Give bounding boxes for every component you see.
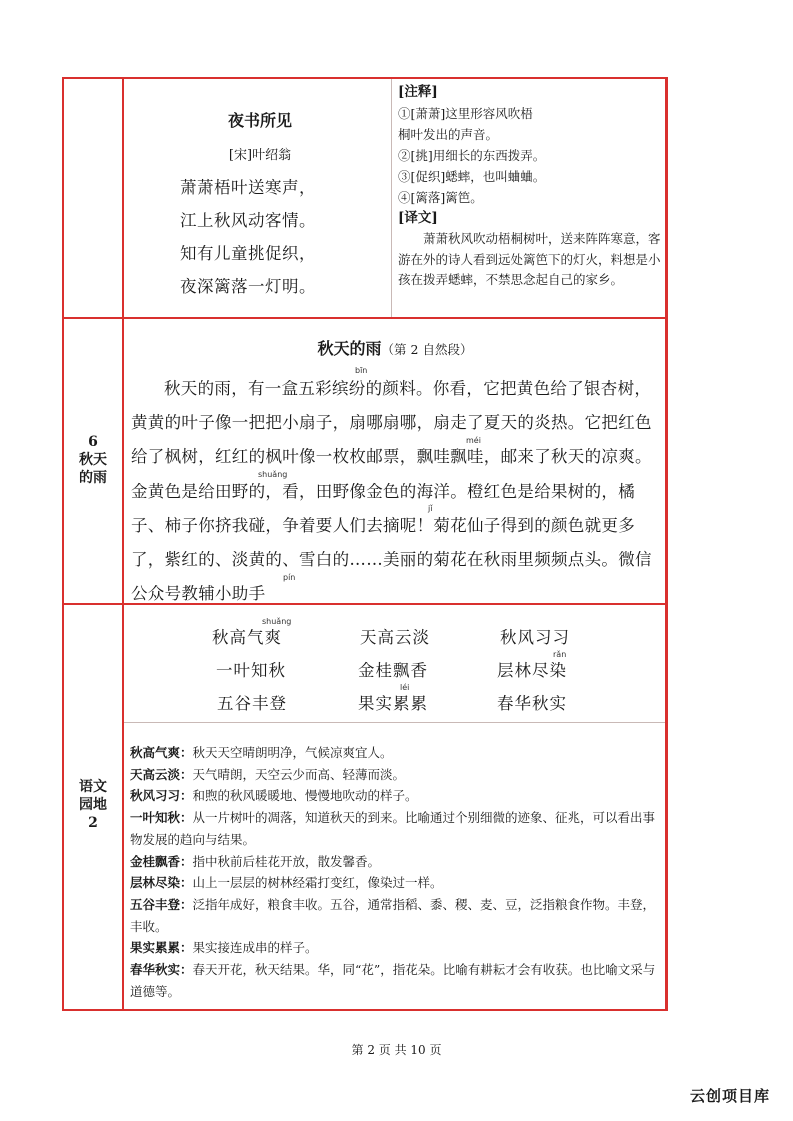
poem-notes-divider <box>391 79 392 317</box>
poem-title: 夜书所见 <box>227 111 292 130</box>
note-item: ③[促织]蟋蟀，也叫蛐蛐。 <box>398 169 546 184</box>
explanation-item <box>130 851 662 873</box>
idiom-explanations <box>130 742 662 1002</box>
poem-line: 夜深篱落一灯明。 <box>180 277 316 296</box>
explanation-term: 天高云淡： <box>130 766 193 782</box>
note-item: ④[篱落]篱笆。 <box>398 190 483 205</box>
explanation-item <box>130 937 662 959</box>
idiom: 五谷丰登 <box>217 694 287 713</box>
page-footer: 第 2 页 共 10 页 <box>351 1043 442 1057</box>
idiom-divider <box>124 722 665 723</box>
lesson6-label <box>64 433 122 487</box>
idiom: 层林尽染 <box>497 661 567 680</box>
explanation-item <box>130 807 662 850</box>
pinyin-annotation: bīn <box>355 366 368 375</box>
explanation-term: 金桂飘香： <box>130 853 193 869</box>
translation-text: 萧萧秋风吹动梧桐树叶，送来阵阵寒意，客游在外的诗人看到远处篱笆下的灯火，料想是小孩在拨弄蟋蟀，不禁思念起自己的家乡。 <box>398 231 661 287</box>
poem-line: 知有儿童挑促织， <box>180 244 316 263</box>
lesson6-subtitle: （第 2 自然段） <box>381 342 473 357</box>
explanation-text: 从一片树叶的凋落，知道秋天的到来。比喻通过个别细微的迹象、征兆，可以看出事物发展的趋向与结果。 <box>130 810 656 847</box>
pinyin-annotation: méi <box>466 436 481 445</box>
translation-heading: [译文] <box>398 210 438 226</box>
lesson6-heading <box>125 336 665 359</box>
explanation-text: 泛指年成好，粮食丰收。五谷，通常指稻、黍、稷、麦、豆，泛指粮食作物。丰登，丰收。 <box>130 896 656 934</box>
explanation-item <box>130 959 662 1002</box>
idiom: 秋风习习 <box>500 628 570 647</box>
poem-author: [宋]叶绍翁 <box>228 148 292 163</box>
lesson-number: 6 <box>88 434 98 450</box>
note-item: ②[挑]用细长的东西拨弄。 <box>398 148 546 163</box>
explanation-term: 秋高气爽： <box>130 745 193 760</box>
explanation-item <box>130 785 662 807</box>
poem-line: 萧萧梧叶送寒声， <box>180 178 316 197</box>
notes-heading: [注释] <box>398 84 438 100</box>
explanation-text: 秋天天空晴朗明净，气候凉爽宜人。 <box>192 745 393 760</box>
explanation-item <box>130 872 662 894</box>
garden2-label <box>64 778 122 832</box>
garden-label-line: 2 <box>88 815 98 831</box>
pinyin-annotation: jǐ <box>428 504 433 513</box>
explanation-text: 指中秋前后桂花开放，散发馨香。 <box>192 853 381 869</box>
explanation-item <box>130 764 662 786</box>
watermark: 云创项目库 <box>690 1087 771 1105</box>
lesson6-title: 秋天的雨 <box>317 339 382 358</box>
poem-notes <box>398 82 662 291</box>
poem-line: 江上秋风动客情。 <box>180 211 316 230</box>
idiom: 一叶知秋 <box>216 661 286 680</box>
explanation-text: 果实接连成串的样子。 <box>192 940 318 956</box>
explanation-term: 一叶知秋： <box>130 810 193 826</box>
pinyin-annotation: léi <box>400 683 410 692</box>
lesson-name-line: 的雨 <box>79 470 107 486</box>
explanation-text: 山上一层层的树林经霜打变红，像染过一样。 <box>192 875 443 891</box>
explanation-text: 天气晴朗，天空云少而高、轻薄而淡。 <box>192 766 406 782</box>
lesson-name-line: 秋天 <box>79 452 107 468</box>
garden-label-line: 园地 <box>79 797 107 813</box>
idiom: 果实累累 <box>358 694 428 713</box>
right-margin-line <box>665 77 667 1011</box>
row-divider-1 <box>62 317 668 319</box>
label-column-line <box>122 77 124 1011</box>
explanation-term: 果实累累： <box>130 940 193 956</box>
idiom: 秋高气爽 <box>212 628 282 647</box>
lesson6-paragraph: 秋天的雨，有一盒五彩缤纷的颜料。你看，它把黄色给了银杏树，黄黄的叶子像一把把小扇子，扇哪扇哪，扇走了夏天的炎热。它把红色给了枫树，红红的枫叶像一枚枚邮票，飘哇飘哇，邮来了秋天的凉爽。金黄色是给田野的，看，田野像金色的海洋。橙红色是给果树的，橘子、柿子你挤我碰，争着要人们去摘呢！菊花仙子得到的颜色就更多了，紫红的、淡黄的、雪白的……美丽的菊花在秋雨里频频点头。微信公众号教辅小助手 <box>131 379 652 604</box>
explanation-text: 春天开花，秋天结果。华，同“花”，指花朵。比喻有耕耘才会有收获。也比喻文采与道德等。 <box>130 962 656 999</box>
explanation-item <box>130 742 662 764</box>
explanation-term: 层林尽染： <box>130 875 193 891</box>
garden-label-line: 语文 <box>79 779 107 795</box>
idiom: 金桂飘香 <box>358 661 428 680</box>
note-item: 桐叶发出的声音。 <box>398 127 499 142</box>
pinyin-annotation: shuǎng <box>262 617 292 626</box>
note-item: ①[萧萧]这里形容风吹梧 <box>398 106 533 121</box>
explanation-term: 春华秋实： <box>130 962 193 978</box>
explanation-item <box>130 894 662 937</box>
explanation-term: 秋风习习： <box>130 788 193 804</box>
pinyin-annotation: shuǎng <box>258 470 288 479</box>
explanation-text: 和煦的秋风暖暖地、慢慢地吹动的样子。 <box>192 788 418 804</box>
idiom: 春华秋实 <box>497 694 567 713</box>
idiom: 天高云淡 <box>360 628 430 647</box>
explanation-term: 五谷丰登： <box>130 896 193 912</box>
pinyin-annotation: pín <box>283 573 296 582</box>
pinyin-annotation: rǎn <box>553 650 567 659</box>
